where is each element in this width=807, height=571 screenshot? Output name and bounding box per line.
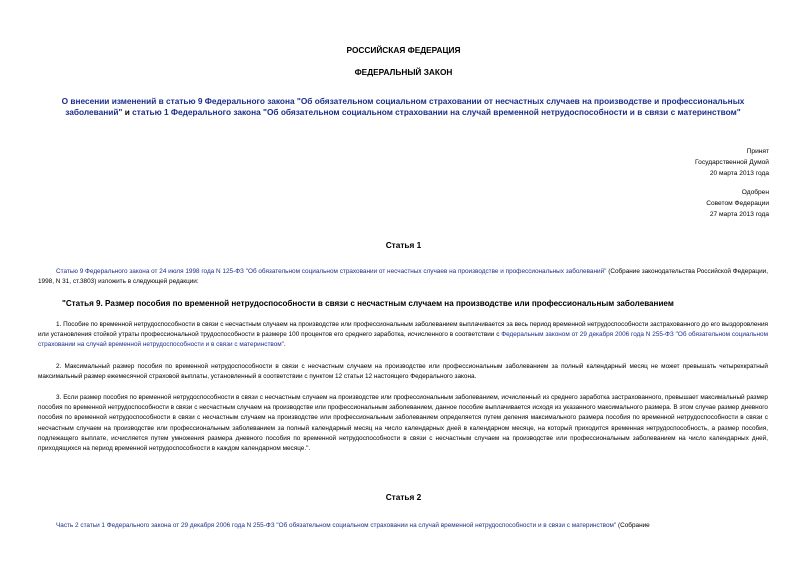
- article-1-text: (Собрание законодательства Российской Федерации, 1998, N 31, ст.3803) изложить в следующей редакции:: [38, 268, 768, 286]
- adoption-line-1: Принят: [746, 148, 769, 155]
- law-title: [36, 96, 770, 118]
- article-2-heading: Статья 2: [385, 492, 422, 502]
- article-1-law-link[interactable]: Статью 9 Федерального закона от 24 июля 1998 года N 125-ФЗ "Об обязательном социальном страховании от несчастных случаев на производстве и профессиональных заболеваний": [56, 268, 607, 275]
- title-link-article-1[interactable]: статью 1 Федерального закона "Об обязательном социальном страховании на случай временной нетрудоспособности и в связи с материнством": [132, 107, 741, 117]
- article-9-p1-law-link[interactable]: Федеральным законом от 29 декабря 2006 года N 255-ФЗ "Об обязательном социальном страховании на случай временной нетрудоспособности и в связи с материнством": [38, 331, 768, 349]
- approval-line-1: Одобрен: [741, 189, 769, 196]
- article-9-p3-text: 3. Если размер пособия по временной нетрудоспособности в связи с несчастным случаем на производстве или профессиональным заболеванием, исчисленный из среднего заработка застрахованного, превышает максимальный размер пособия по временной нетрудоспособности в связи с несчастным случаем на производстве или профессиональным заболеванием, данное пособие выплачивается исходя из указанного максимального размера. В этом случае размер дневного пособия по временной нетрудоспособности в связи с несчастным случаем на производстве или профессиональным заболеванием определяется путем деления максимального размера пособия по временной нетрудоспособности в связи с несчастным случаем на производстве или профессиональным заболеванием за полный календарный месяц на число календарных дней в календарном месяце, на который приходится временная нетрудоспособность, а размер пособия, подлежащего выплате, исчисляется путем умножения размера дневного пособия по временной нетрудоспособности в связи с несчастным случаем на производстве или профессиональным заболеванием на число календарных дней, приходящихся на период временной нетрудоспособности в каждом календарном месяце.".: [38, 394, 768, 453]
- approval-line-2: Советом Федерации: [706, 200, 769, 207]
- article-9-p1-end: .: [283, 341, 286, 349]
- adoption-line-2: Государственной Думой: [695, 159, 769, 166]
- law-type-heading: ФЕДЕРАЛЬНЫЙ ЗАКОН: [354, 67, 453, 77]
- title-conjunction: и: [122, 107, 133, 117]
- article-9-paragraph-3: [38, 393, 768, 454]
- article-2-text: (Собрание: [616, 522, 650, 529]
- article-1-paragraph: [38, 267, 768, 287]
- approval-date: 27 марта 2013 года: [709, 211, 769, 218]
- article-9-paragraph-1: [38, 320, 768, 351]
- adoption-stamp: [695, 146, 769, 179]
- country-heading: РОССИЙСКАЯ ФЕДЕРАЦИЯ: [346, 45, 461, 55]
- article-9-p2-text: 2. Максимальный размер пособия по временной нетрудоспособности в связи с несчастным случаем на производстве или профессиональным заболеванием за полный календарный месяц не может превышать четырехкратный максимальный размер ежемесячной страховой выплаты, установленный в соответствии с пунктом 12 статьи 12 настоящего Федерального закона.: [38, 363, 768, 381]
- article-2-law-link[interactable]: Часть 2 статьи 1 Федерального закона от 29 декабря 2006 года N 255-ФЗ "Об обязательном социальном страховании на случай временной нетрудоспособности и в связи с материнством": [56, 522, 617, 529]
- article-9-heading: "Статья 9. Размер пособия по временной нетрудоспособности в связи с несчастным случаем на производстве или профессиональным заболеванием: [62, 299, 674, 308]
- article-2-paragraph: [38, 521, 768, 531]
- adoption-date: 20 марта 2013 года: [709, 170, 769, 177]
- title-link-article-9[interactable]: О внесении изменений в статью 9 Федерального закона "Об обязательном социальном страховании от несчастных случаев на производстве и профессиональных заболеваний": [61, 96, 745, 117]
- approval-stamp: [706, 187, 769, 220]
- article-9-p1-text: 1. Пособие по временной нетрудоспособности в связи с несчастным случаем на производстве или профессиональным заболеванием выплачивается за весь период временной нетрудоспособности застрахованного до его выздоровления или установления стойкой утраты профессиональной трудоспособности в размере 100 процентов его среднего заработка, исчисленного в соответствии с: [38, 321, 768, 339]
- article-1-heading: Статья 1: [385, 240, 422, 250]
- article-9-paragraph-2: [38, 362, 768, 382]
